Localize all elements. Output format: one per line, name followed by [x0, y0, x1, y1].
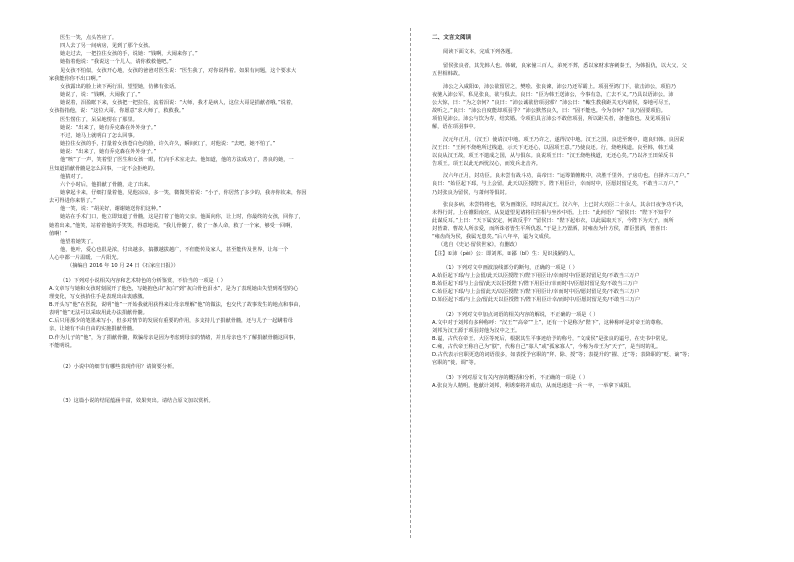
story-line: 值啊！” — [49, 230, 68, 237]
story-line: 见女孩不怕似，女孩开心地，女孩的爸爸对医生说：“医生我了，对你说得着。如果有问题，这个要求大 — [60, 67, 297, 74]
question-option: 官职的“徙、调”等。 — [432, 360, 479, 367]
story-line: 她着出来。”他笑，站着着他的手笑笑，得意地说，“我儿骨髓了，救了一条人命，救了一个家，够受一回啊， — [49, 222, 296, 229]
classical-question-2-stem: （2）下列对文中加点词语的相关内容的解说，不正确的一项是（ ） — [443, 311, 599, 318]
story-line: 她说：“出来了，她有乔克森在外外身子。” — [60, 149, 157, 156]
question-option: D.始臣起下邳/与上会/留此天以臣授陛下/陛下用臣计幸/而时中/臣愿封留足矣/不敢当三万户 — [432, 297, 641, 304]
passage-line: 封皆萧、曹故人所亲爱，而所诛者皆生平所仇怨。”于是上乃置酒，封雍齿为什方侯，群臣罢酒，皆喜曰： — [432, 226, 671, 233]
passage-line: 以良从汉王故，项王不遣成之国，从与俱东。良说项王曰：“汉王烧绝栈道，无还心矣。”乃以齐王田荣反书 — [432, 152, 674, 159]
story-line: 女孩露出的脸上读下两行泪，望望她，仿佛有张话。 — [60, 83, 180, 90]
passage-line: 留侯张良者，其先韩人也。韩破，良家僮三百人，弟死不葬，悉以家财求客刺秦王，为韩报仇，以大父、父 — [443, 63, 687, 70]
question-2: （2）小说中的细节有哪些表现作用？请简要分析。 — [60, 363, 178, 370]
story-line: 她说了，说：“钱啊，大闹我了了。” — [60, 92, 141, 99]
story-line: 旦知道捐献骨髓是怎么回事，一定不会拒绝的。 — [49, 165, 158, 172]
question-option: B.开头写“他”在医院，说明“他”一开始我就用获得来让母亲理解“他”的做法，也交代了故事发生的地点和事由， — [49, 302, 304, 308]
question-option: D.作为儿子的“他”，为了捐献骨髓，欺骗母亲是因为考虑到母亲的情绪，并且母亲也不了解捐献骨髓这回事， — [49, 334, 299, 341]
question-option: 表明“他”无法可以采取用此办法捐献骨髓。 — [49, 310, 148, 317]
passage-line: 张良多病，未尝特将也，常为画策臣，时时从汉王。汉六年，上已封大功臣二十余人，其余日夜争功不决， — [443, 201, 687, 208]
story-line: 她指着他说：“我说这一个儿人，请你救救他吧。” — [60, 59, 172, 66]
passage-line: 汉王曰：“王何不烧绝所过栈道，示天下无还心，以固项王意。”乃使良还。行，烧绝栈道。良至韩，韩王成 — [432, 144, 674, 151]
story-line: 医生愣住了，呆呆地愣在了那里。 — [60, 116, 138, 123]
classical-question-1-options — [432, 272, 768, 305]
classical-question-3-option-a: A.张良为人精明。他献计刘邦，利诱秦将并成功，从而迅速进一兵一卒，一举拿下咸阳。 — [432, 382, 635, 389]
question-1-options — [49, 285, 385, 350]
question-3: （3）这篇小说的结尾蕴涵丰富，效果突出。请结合原文加以赏析。 — [60, 398, 214, 405]
question-option: B.谥，古代在帝王、大臣等死后，根据其生平事迹给予的称号，“文成侯”是张良的谥号，在史书中常见。 — [432, 336, 671, 342]
passage-line: 夜驰入沛公军，私见张良，欲与俱去。良曰：“臣为韩王送沛公，今事有急，亡去不义。”乃具以语沛公。沛 — [432, 91, 674, 98]
question-1-stem: （1）下列对小说相关内容和艺术特色的分析鉴赏，不恰当的一项是（ ） — [60, 277, 226, 284]
passage-line: 五世相韩故。 — [432, 71, 464, 78]
question-option: C.始臣起下邳/与上会留此天/以臣授陛下/陛下用臣计/幸而时中臣/愿封留足矣/不敢当三万户 — [432, 289, 640, 296]
question-option: A.始臣起下邳/与上会留/此天以臣授陛下/陛下用臣计/幸而时中/臣愿封留足矣/不敢当三万户 — [432, 272, 640, 279]
question-option: C.雍，古代帝王称自己为“朕”，代称自己“寡人”或“孤家寡人”，今称为帝王为“天子”，是当时的礼。 — [432, 344, 662, 351]
passage-note: 【注】①沛（pèi）公：即刘邦。②鄙（bǐ）生：见识浅陋的人。 — [432, 250, 579, 257]
left-column — [49, 0, 385, 562]
story-line: 四人去了另一间病房，见到了那个女孩。 — [60, 43, 154, 50]
story-line: 她站在手术门口，他立即知道了骨髓，这是打着了他的父亲。他面向你，让上时，你最终的女孩，回你了， — [60, 214, 304, 221]
story-line: 去可得进你来帮了。” — [49, 198, 96, 205]
question-option: D.古代表示官职更迭的词语很多，如表授予官职的“拜、除、授”等；表提升的“擢、迁”等；表降职的“贬、谪”等； — [432, 352, 693, 359]
reading-instruction: 阅读下面文本，完成下列各题。 — [443, 49, 516, 56]
story-source: （摘编自 2016 年 10 月 24 日《石家庄日报》） — [67, 263, 179, 270]
passage-source: （选自《史记·留侯世家》，有删改） — [438, 242, 521, 249]
story-line: 她走过去，一把拉住女孩的手，说她：“钱啊，大闹来你了。” — [60, 51, 198, 58]
question-option: 不能明说。 — [49, 342, 75, 349]
passage-line: 汉六年正月，封功臣。良未尝有战斗功，高帝曰：“运筹策帷帐中，决胜千里外，子房功也。自择齐三万户。” — [443, 173, 690, 180]
story-line: 她说着，泪盈眶下来，女孩把一把拉住，流着泪说：“大师，我才是病人，这位大哥是捐献者哦。”说着， — [60, 100, 297, 107]
question-option: C.后只用那少的笔墨来写小，但多对情节的发展有重要的作用，多支持儿子捐献骨髓，还与儿子一起瞒着母 — [49, 318, 293, 325]
passage-line: 故听之。”良曰：“沛公自度能却项羽乎？”沛公默然良久，曰：“固不能也。今为奈何？”良乃固要项伯。 — [432, 108, 666, 115]
story-line: 女孩指指他，说：“这位大哥，你愿意“求大师了，救救我。” — [49, 108, 185, 115]
question-option: 刘邦为汉王源于项羽封他为汉中之王。 — [432, 327, 521, 334]
story-line: 他一笑，说：“胡美好，谢谢她送你们这种。” — [60, 206, 162, 213]
passage-line: “雍齿尚为侯，我属无患矣。”后八年卒，谥为文成侯。 — [432, 234, 555, 241]
story-text — [49, 34, 385, 262]
story-line: 她说：“出来了，她有乔克森在外外身子。” — [60, 124, 157, 131]
story-line: 他望着她笑了。 — [60, 238, 97, 245]
passage-line: 告项王。项王以此无西忧汉心，而发兵北击齐。 — [432, 161, 541, 168]
passage-line: 公大惊，曰：“为之奈何？”良曰：“沛公诚欲倍项羽邪？”沛公曰：“鲰生教我距关无内诸侯，秦地可尽王， — [432, 99, 674, 106]
classical-question-3-stem: （3）下列对原文有关内容的概括和分析，不正确的一项是（ ） — [443, 374, 589, 381]
story-line: 她拿起卡来，仔细打量着他，见他凉凉，多一笑，微微哭着说：“小子，你居然了多少的，我亦你钦来，你因 — [60, 189, 307, 196]
classical-question-1-stem: （1）下列对文中画波浪线部分的断句，正确的一项是（ ） — [443, 264, 578, 271]
story-line: 他，他叶，爱心也很是浓，付出越多，搞撒越拔越广，不但能传及家人，甚至能传及世界，让每一个 — [60, 247, 289, 254]
passage-line: 项伯见沛公。沛公与饮为寿，结宾婚。令项伯具言沛公不敢倍项羽，所以距关者，备他盗也。及见项羽后 — [432, 116, 671, 123]
column-divider — [410, 28, 411, 538]
question-option: B.始臣起下邳与上会留/此天以臣授陛下/陛下用臣计/幸而时中/臣愿封留足矣/不敢当三万户 — [432, 281, 638, 288]
passage-line: 汉元年正月，（汉王）使请汉中地。项王乃许之，遂得汉中地。汉王之国，良送至褒中，遣良归韩。良因说 — [443, 136, 685, 143]
story-line: 家我能你你不出口啊。” — [49, 75, 101, 82]
classical-passage — [432, 62, 768, 241]
question-option: A.文中对于刘邦有多种称呼：“汉王”“高帝”“上”，还有一个是称为“陛下”，这种称呼是对帝王的尊称。 — [432, 319, 667, 326]
passage-line: 解，语在项羽事中。 — [432, 124, 479, 131]
question-option: 理变化，写女孩抬住手是表现出由衷感激。 — [49, 293, 148, 300]
question-option: A.文章写与她和女孩时刻展开了他色，写她抱色由“灰白”到“灰白骨色泪水”，是为了表现她由失望到希望的心 — [49, 285, 299, 292]
passage-line: 沛公之入咸阳①，沛公欲留居之，樊哙、张良谏，沛公乃还军霸上。项羽至鸿门下，欲击沛公，项伯乃 — [443, 83, 676, 90]
passage-line: 乃封张良为留侯，与萧何等俱封。 — [432, 189, 510, 196]
passage-line: 良曰：“始臣起下邳，与上会留，此天以臣授陛下。陛下用臣计，幸而时中，臣愿封留足矣，不敢当三万户。” — [432, 181, 679, 188]
story-line: 六个小时后，他捐献了骨髓，走了出来。 — [60, 181, 154, 188]
passage-line: 未得行封。上在雒阳南宫，从复道望见诸将往往相与坐沙中语。上曰：“此何语？”留侯曰：“陛下不知乎？ — [432, 209, 674, 216]
section-title: 二、文言文阅读 — [432, 35, 472, 41]
passage-line: 此谋反耳。”上曰：“天下属安定，何故反乎？”留侯曰：“陛下起布衣，以此属取天下，今陛下为天子，而所 — [432, 217, 674, 224]
right-column — [432, 0, 768, 562]
story-line: 人心中都一片温暖、一片阳光。 — [49, 255, 122, 262]
question-option: 亲，让她有不由自由的实施捐献骨髓。 — [49, 326, 138, 333]
story-line: 他猜对了。 — [60, 173, 86, 180]
story-line: 她拉住女孩的手，打量着女孩苍白色的脸，许久许久，瞬间红了，对他说：“去吧，她不怕了。” — [60, 141, 276, 148]
story-line: 不过，她马上就明白了怎么回事。 — [60, 132, 138, 139]
story-line: 医生一笑，点头答应了。 — [60, 35, 118, 41]
classical-question-2-options — [432, 319, 768, 368]
story-line: 他“咳”了一声，笑着望了医生和女孩一眼，忙向手术室走去。他知道，他的方法成功了，善良的她，一 — [60, 157, 294, 164]
